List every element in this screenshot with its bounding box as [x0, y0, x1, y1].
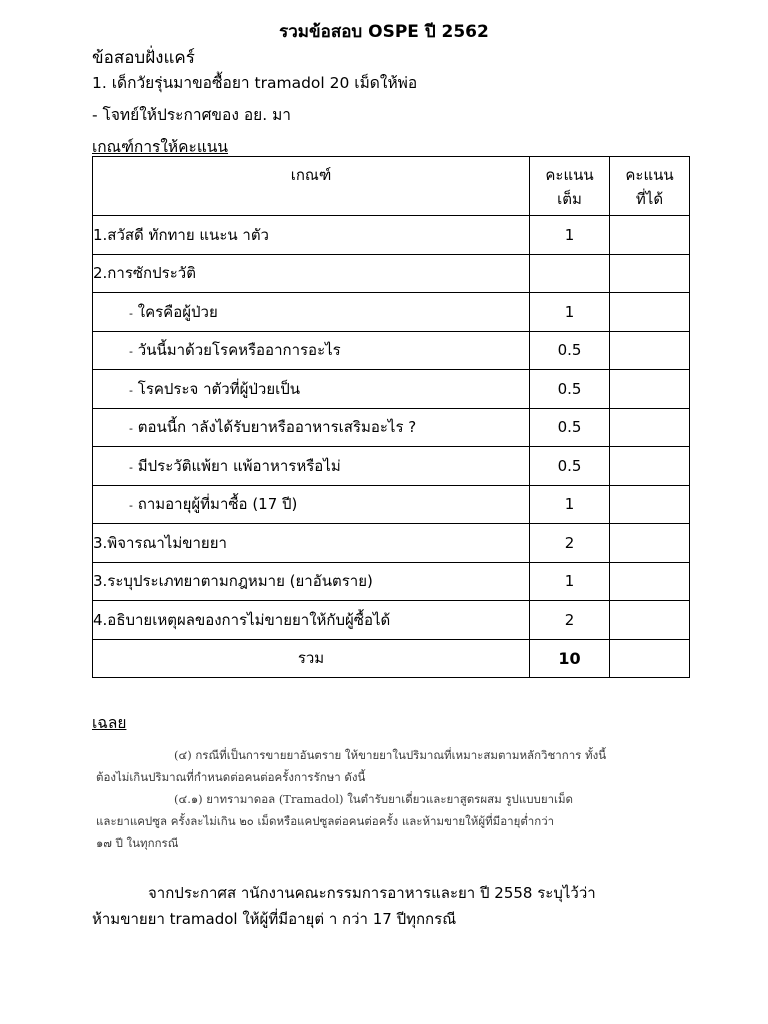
obtained-score-cell[interactable] — [610, 447, 690, 486]
full-score-cell: 2 — [530, 524, 610, 563]
header-full-score-line2: เต็ม — [557, 190, 582, 208]
table-row — [93, 293, 690, 332]
obtained-score-cell[interactable] — [610, 485, 690, 524]
criteria-cell — [93, 485, 530, 524]
exam-question: 1. เด็กวัยรุ่นมาขอซื้อยา tramadol 20 เม็ดให้พ่อ — [92, 74, 418, 92]
excerpt-line: และยาแคปซูล ครั้งละไม่เกิน ๒๐ เม็ดหรือแคปซูลต่อคนต่อครั้ง และห้ามขายให้ผู้ที่มีอายุต่ำกว่า — [96, 814, 555, 828]
criteria-cell — [93, 331, 530, 370]
excerpt-line: (๔) กรณีที่เป็นการขายยาอันตราย ให้ขายยาในปริมาณที่เหมาะสมตามหลักวิชาการ ทั้งนี้ — [174, 748, 607, 762]
header-obtained-line1: คะแนน — [625, 166, 674, 184]
criteria-cell — [93, 293, 530, 332]
full-score-cell: 0.5 — [530, 408, 610, 447]
sub-item-dash: - — [129, 422, 133, 436]
full-score-cell: 1 — [530, 562, 610, 601]
scoring-table — [92, 156, 690, 678]
total-obtained-score[interactable] — [610, 639, 690, 678]
regulation-excerpt — [96, 744, 672, 854]
full-score-cell — [530, 254, 610, 293]
table-total-row — [93, 639, 690, 678]
conclusion-line: จากประกาศส านักงานคณะกรรมการอาหารและยา ปี 2558 ระบุไว้ว่า — [148, 884, 596, 902]
obtained-score-cell[interactable] — [610, 524, 690, 563]
section-heading: ข้อสอบฝั่งแคร์ — [92, 48, 195, 68]
table-row — [93, 562, 690, 601]
full-score-cell: 1 — [530, 485, 610, 524]
full-score-cell: 2 — [530, 601, 610, 640]
full-score-cell: 0.5 — [530, 331, 610, 370]
obtained-score-cell[interactable] — [610, 601, 690, 640]
criteria-cell: 2.การซักประวัติ — [93, 254, 530, 293]
criteria-cell: 1.สวัสดี ทักทาย แนะน าตัว — [93, 216, 530, 255]
table-row — [93, 331, 690, 370]
excerpt-line: ต้องไม่เกินปริมาณที่กำหนดต่อคนต่อครั้งการรักษา ดังนี้ — [96, 770, 366, 784]
criteria-cell: 3.ระบุประเภทยาตามกฎหมาย (ยาอันตราย) — [93, 562, 530, 601]
obtained-score-cell[interactable] — [610, 293, 690, 332]
header-full-score-line1: คะแนน — [545, 166, 594, 184]
header-obtained-score — [610, 157, 690, 216]
criteria-heading: เกณฑ์การให้คะแนน — [92, 138, 229, 156]
sub-item-dash: - — [129, 460, 133, 474]
table-row — [93, 254, 690, 293]
obtained-score-cell[interactable] — [610, 254, 690, 293]
table-row — [93, 408, 690, 447]
criteria-cell — [93, 408, 530, 447]
document-title: รวมข้อสอบ OSPE ปี 2562 — [279, 22, 489, 42]
sub-item-label: ใครคือผู้ป่วย — [137, 302, 218, 321]
excerpt-line: (๔.๑) ยาทรามาดอล (Tramadol) ในตำรับยาเดี่ยวและยาสูตรผสม รูปแบบยาเม็ด — [174, 792, 574, 806]
criteria-cell — [93, 370, 530, 409]
excerpt-line: ๑๗ ปี ในทุกกรณี — [96, 836, 179, 850]
obtained-score-cell[interactable] — [610, 370, 690, 409]
header-full-score — [530, 157, 610, 216]
answer-heading: เฉลย — [92, 714, 127, 732]
total-label: รวม — [93, 639, 530, 678]
table-row — [93, 485, 690, 524]
sub-item-label: มีประวัติแพ้ยา แพ้อาหารหรือไม่ — [137, 456, 341, 475]
obtained-score-cell[interactable] — [610, 408, 690, 447]
obtained-score-cell[interactable] — [610, 331, 690, 370]
full-score-cell: 1 — [530, 216, 610, 255]
table-row — [93, 601, 690, 640]
sub-item-dash: - — [129, 306, 133, 320]
question-note: - โจทย์ให้ประกาศของ อย. มา — [92, 106, 291, 124]
full-score-cell: 0.5 — [530, 370, 610, 409]
sub-item-dash: - — [129, 345, 133, 359]
table-row — [93, 370, 690, 409]
header-obtained-line2: ที่ได้ — [635, 190, 664, 208]
table-row — [93, 216, 690, 255]
table-header-row — [93, 157, 690, 216]
sub-item-label: ถามอายุผู้ที่มาซื้อ (17 ปี) — [137, 495, 298, 514]
sub-item-label: ตอนนี้ก าลังได้รับยาหรืออาหารเสริมอะไร ? — [137, 418, 417, 437]
obtained-score-cell[interactable] — [610, 562, 690, 601]
sub-item-label: วันนี้มาด้วยโรคหรืออาการอะไร — [137, 341, 341, 360]
sub-item-label: โรคประจ าตัวที่ผู้ป่วยเป็น — [137, 379, 301, 398]
sub-item-dash: - — [129, 499, 133, 513]
answer-conclusion — [92, 880, 692, 932]
criteria-cell: 4.อธิบายเหตุผลของการไม่ขายยาให้กับผู้ซื้อได้ — [93, 601, 530, 640]
full-score-cell: 0.5 — [530, 447, 610, 486]
criteria-cell: 3.พิจารณาไม่ขายยา — [93, 524, 530, 563]
obtained-score-cell[interactable] — [610, 216, 690, 255]
total-full-score: 10 — [530, 639, 610, 678]
table-row — [93, 524, 690, 563]
header-criteria: เกณฑ์ — [93, 157, 530, 216]
full-score-cell: 1 — [530, 293, 610, 332]
conclusion-line: ห้ามขายยา tramadol ให้ผู้ที่มีอายุต่ า กว่า 17 ปีทุกกรณี — [92, 910, 457, 928]
criteria-cell — [93, 447, 530, 486]
sub-item-dash: - — [129, 383, 133, 397]
table-row — [93, 447, 690, 486]
